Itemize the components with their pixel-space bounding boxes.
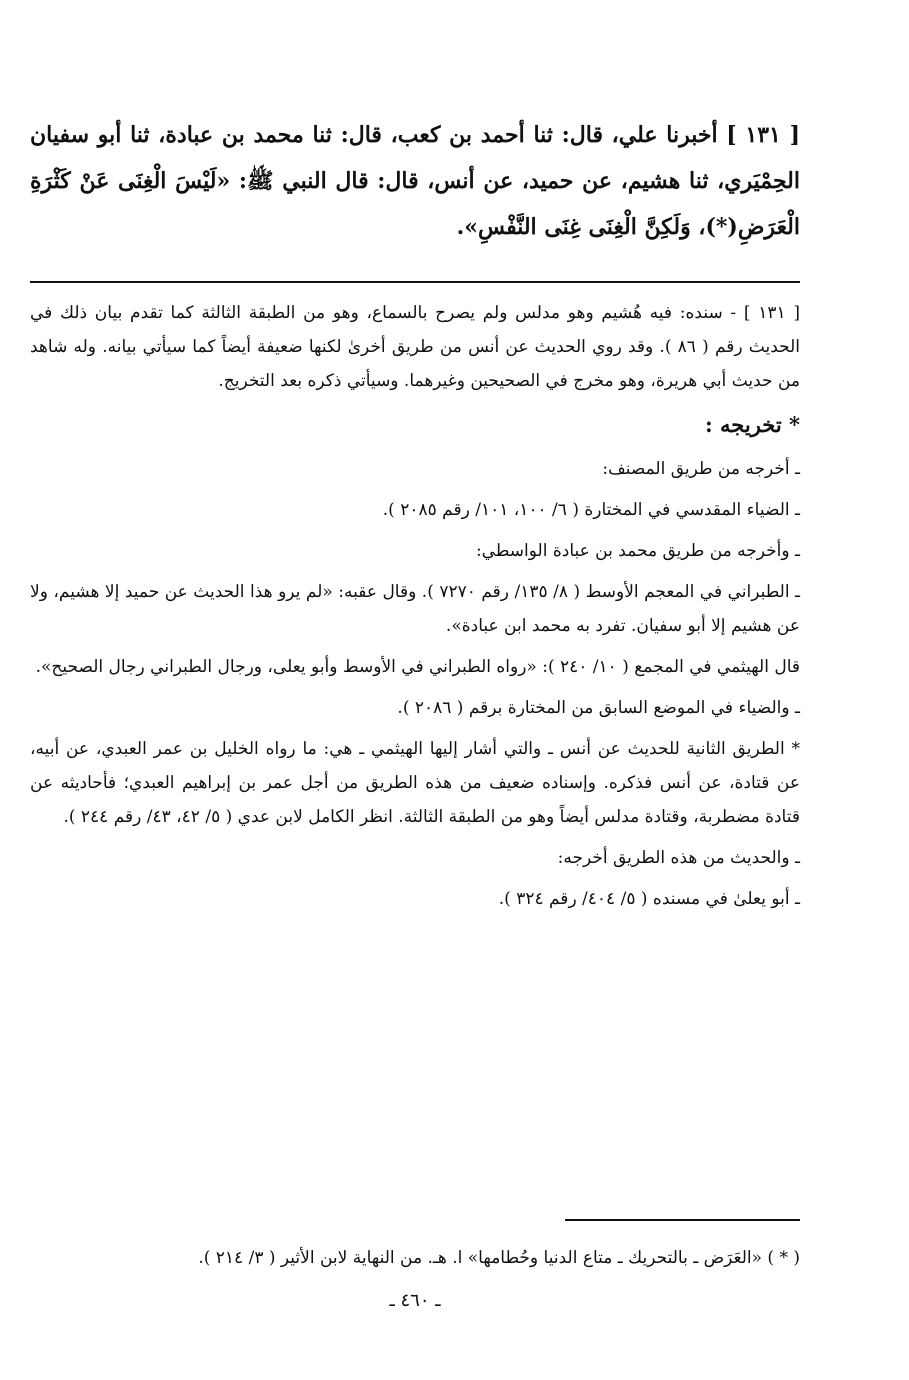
footnote: ( * ) «العَرَض ـ بالتحريك ـ متاع الدنيا وحُطامها» ا. هـ. من النهاية لابن الأثير ( ٣/ ٢١٤ ). [198, 1248, 800, 1268]
takhrij-line: ـ والحديث من هذه الطريق أخرجه: [557, 848, 800, 868]
takhrij-line: ـ والضياء في الموضع السابق من المختارة برقم ( ٢٠٨٦ ). [397, 698, 800, 718]
takhrij-line: ـ الطبراني في المعجم الأوسط ( ٨/ ١٣٥/ رقم ٧٢٧٠ ). وقال عقبه: «لم يرو هذا الحديث عن حميد إلا هشيم، ولا عن هشيم إلا أبو سفيان. تفرد به محمد ابن عبادة». [30, 582, 801, 636]
takhrij-heading: * تخريجه : [704, 412, 800, 437]
footnote-separator [565, 1219, 800, 1221]
separator-line [30, 281, 800, 283]
takhrij-line: ـ أبو يعلىٰ في مسنده ( ٥/ ٤٠٤/ رقم ٣٢٤ ). [498, 889, 800, 909]
hadith-text: [ ١٣١ ] أخبرنا علي، قال: ثنا أحمد بن كعب، قال: ثنا محمد بن عبادة، ثنا أبو سفيان الحِمْيَري، ثنا هشيم، عن حميد، عن أنس، قال: قال النبي ﷺ: «لَيْسَ الْغِنَى عَنْ كَثْرَةِ الْعَرَضِ(*)، وَلَكِنَّ الْغِنَى غِنَى النَّفْسِ». [30, 122, 800, 240]
page-number: ـ ٤٦٠ ـ [389, 1290, 441, 1311]
commentary [30, 296, 800, 923]
isnad-note: [ ١٣١ ] - سنده: فيه هُشيم وهو مدلس ولم يصرح بالسماع، وهو من الطبقة الثالثة كما تقدم بيان ذلك في الحديث رقم ( ٨٦ ). وقد روي الحديث عن أنس من طريق أخرىٰ لكنها ضعيفة أيضاً كما سيأتي بيانه. وله شاهد من حديث أبي هريرة، وهو مخرج في الصحيحين وغيرهما. وسيأتي ذكره بعد التخريج. [30, 303, 801, 391]
takhrij-line: ـ وأخرجه من طريق محمد بن عبادة الواسطي: [475, 541, 800, 561]
takhrij-line: * الطريق الثانية للحديث عن أنس ـ والتي أشار إليها الهيثمي ـ هي: ما رواه الخليل بن عمر العبدي، عن أبيه، عن قتادة، عن أنس فذكره. وإسناده ضعيف من هذه الطريق من أجل عمر بن إبراهيم العبدي؛ فأحاديثه عن قتادة مضطربة، وقتادة مدلس أيضاً وهو من الطبقة الثالثة. انظر الكامل لابن عدي ( ٥/ ٤٢، ٤٣/ رقم ٢٤٤ ). [30, 739, 800, 827]
takhrij-line: ـ أخرجه من طريق المصنف: [602, 459, 800, 479]
takhrij-line: ـ الضياء المقدسي في المختارة ( ٦/ ١٠٠، ١٠١/ رقم ٢٠٨٥ ). [382, 500, 800, 520]
book-page [30, 0, 800, 1380]
takhrij-line: قال الهيثمي في المجمع ( ١٠/ ٢٤٠ ): «رواه الطبراني في الأوسط وأبو يعلى، ورجال الطبراني رجال الصحيح». [35, 657, 800, 677]
